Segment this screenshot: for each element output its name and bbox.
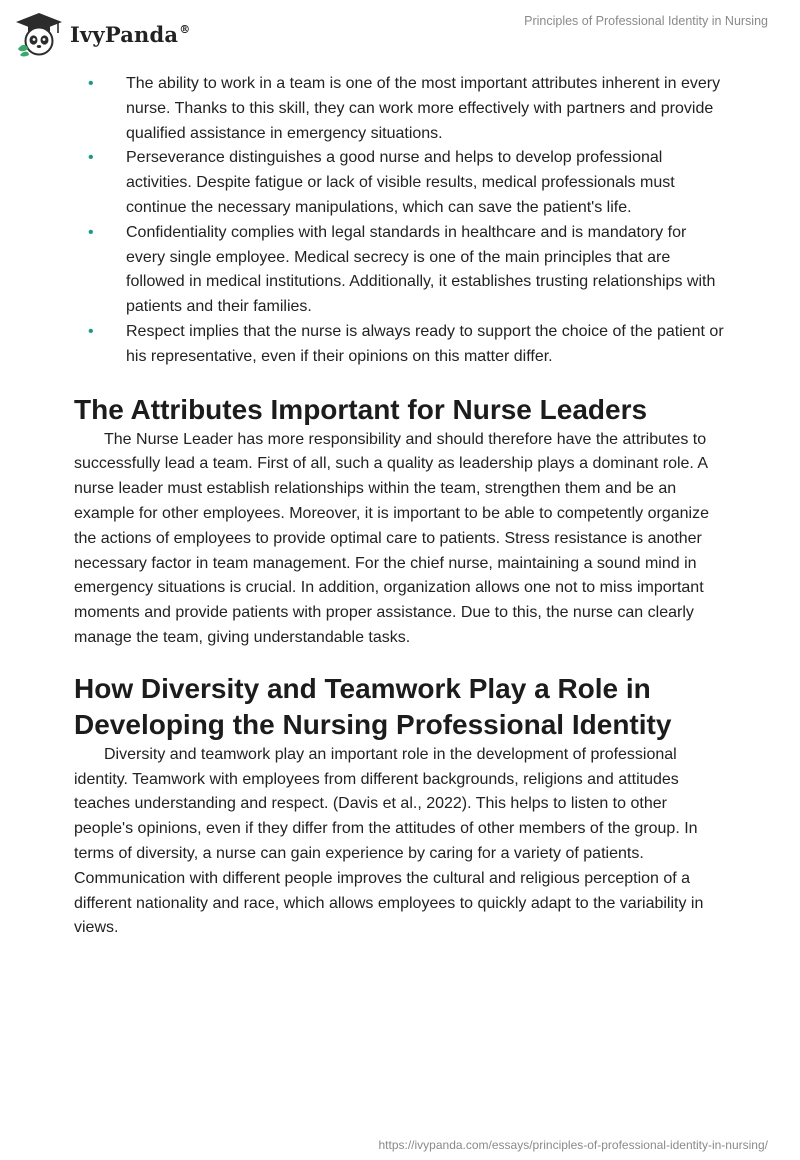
list-item	[74, 320, 726, 370]
bullet-dot-icon: •	[88, 75, 94, 92]
list-item	[74, 146, 726, 220]
list-item-text: Perseverance distinguishes a good nurse and helps to develop professional activities. Despite fatigue or lack of visible results, medical professionals must continue the necessary manipulations, which can save the patient's life.	[126, 149, 675, 216]
list-item	[74, 221, 726, 320]
list-item-text: Confidentiality complies with legal standards in healthcare and is mandatory for every single employee. Medical secrecy is one of the main principles that are followed in medical institutions. Additionally, it establishes trusting relationships with patients and their families.	[126, 223, 716, 316]
bullet-dot-icon: •	[88, 149, 94, 167]
section-heading-diversity-teamwork: How Diversity and Teamwork Play a Role in Developing the Nursing Professional Identity	[74, 672, 672, 740]
document-title: Principles of Professional Identity in Nursing	[524, 14, 768, 28]
list-item-text: Respect implies that the nurse is always ready to support the choice of the patient or his representative, even if their opinions on this matter differ.	[126, 322, 724, 365]
list-item-text: The ability to work in a team is one of the most important attributes inherent in every nurse. Thanks to this skill, they can work more effectively with partners and provide qualified assistance in emergency situations.	[126, 75, 721, 142]
brand-name: IvyPanda®	[70, 21, 191, 47]
bullet-dot-icon: •	[88, 223, 94, 241]
attributes-list	[74, 72, 726, 370]
list-item	[74, 72, 726, 146]
source-url[interactable]: https://ivypanda.com/essays/principles-of-professional-identity-in-nursing/	[378, 1138, 768, 1152]
section-heading-nurse-leaders: The Attributes Important for Nurse Leaders	[74, 393, 648, 425]
panda-logo-icon	[14, 11, 64, 57]
bullet-dot-icon: •	[88, 322, 94, 340]
page-header	[0, 0, 800, 70]
brand-logo[interactable]	[14, 10, 190, 58]
section-paragraph-diversity-teamwork: Diversity and teamwork play an important role in the development of professional identity. Teamwork with employees from different backgrounds, religions and attitudes teaches understanding and respect. (Davis et al., 2022). This helps to listen to other people's opinions, even if they differ from the attitudes of other members of the group. In terms of diversity, a nurse can gain experience by caring for a variety of patients. Communication with different people improves the cultural and religious perception of a different nationality and race, which allows employees to quickly adapt to the variability in views.	[74, 745, 704, 937]
essay-content	[74, 72, 726, 941]
section-paragraph-nurse-leaders: The Nurse Leader has more responsibility and should therefore have the attributes to successfully lead a team. First of all, such a quality as leadership plays a dominant role. A nurse leader must establish relationships within the team, strengthen them and be an example for other employees. Moreover, it is important to be able to competently organize the actions of employees to provide optimal care to patients. Stress resistance is another necessary factor in team management. For the chief nurse, maintaining a sound mind in emergency situations is crucial. In addition, organization allows one not to miss important moments and provide patients with proper assistance. Due to this, the nurse can clearly manage the team, giving understandable tasks.	[74, 430, 709, 646]
